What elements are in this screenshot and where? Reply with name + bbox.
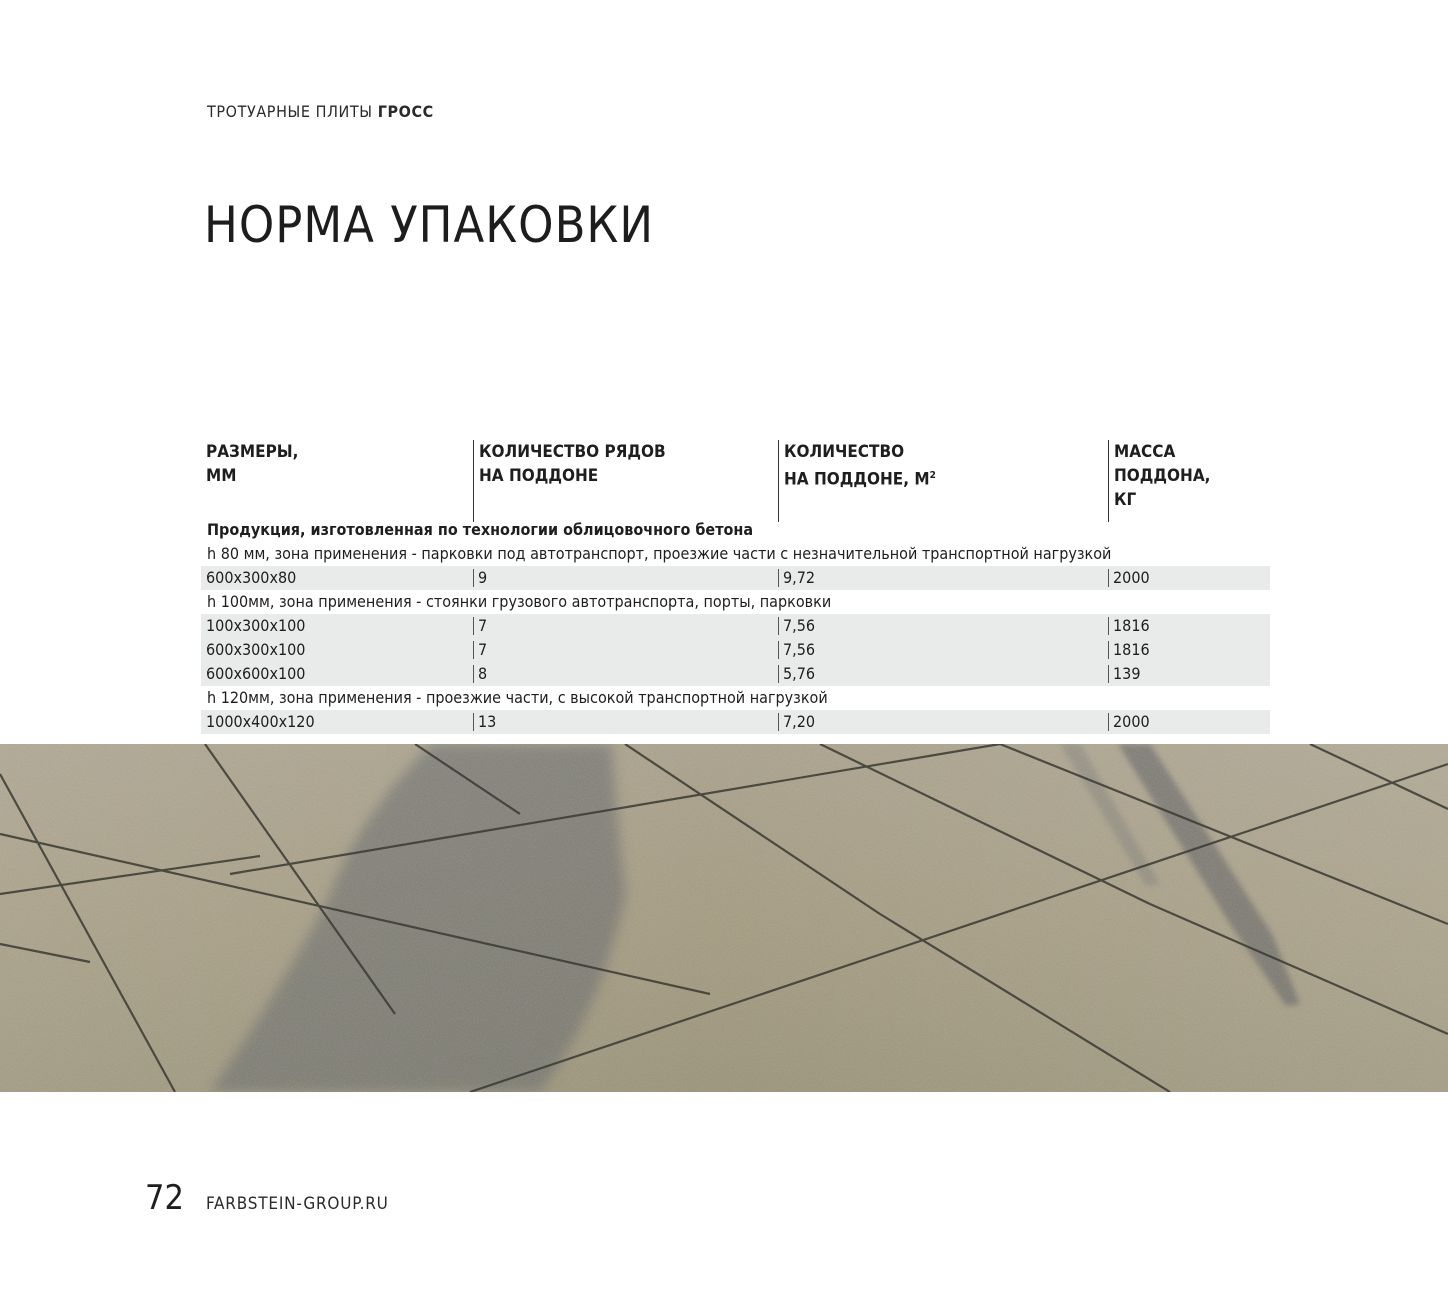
header-size: РАЗМЕРЫ, ММ	[206, 442, 299, 486]
table-row	[201, 566, 1270, 590]
cell-size: 1000x400x120	[206, 712, 315, 731]
cell-mass: 139	[1108, 662, 1270, 686]
kicker-product: ГРОСС	[377, 102, 434, 121]
cell-mass: 1816	[1108, 614, 1270, 638]
table-row	[201, 614, 1270, 638]
table-row	[201, 638, 1270, 662]
table-row	[201, 710, 1270, 734]
page-title: НОРМА УПАКОВКИ	[204, 196, 655, 254]
cell-rows: 9	[473, 566, 778, 590]
cell-mass: 2000	[1108, 566, 1270, 590]
header-qty-text: КОЛИЧЕСТВО НА ПОДДОНЕ, М	[784, 442, 930, 490]
header-mass: МАССА ПОДДОНА, КГ	[1108, 440, 1270, 522]
cell-size: 100x300x100	[206, 616, 306, 635]
kicker-prefix: ТРОТУАРНЫЕ ПЛИТЫ	[207, 102, 373, 121]
cell-rows: 7	[473, 638, 778, 662]
packing-table	[201, 440, 1270, 734]
section-title: Продукция, изготовленная по технологии облицовочного бетона	[207, 520, 754, 539]
cell-mass: 1816	[1108, 638, 1270, 662]
table-row	[201, 662, 1270, 686]
header-rows: КОЛИЧЕСТВО РЯДОВ НА ПОДДОНЕ	[473, 440, 778, 522]
cell-qty: 7,56	[778, 638, 1108, 662]
header-qty	[778, 440, 1108, 522]
paving-tiles-photo	[0, 744, 1448, 1092]
cell-mass: 2000	[1108, 710, 1270, 734]
cell-size: 600x300x100	[206, 640, 306, 659]
group-title-120: h 120мм, зона применения - проезжие части, с высокой транспортной нагрузкой	[207, 688, 828, 707]
cell-qty: 5,76	[778, 662, 1108, 686]
cell-rows: 7	[473, 614, 778, 638]
grain-texture	[0, 744, 1448, 1092]
group-title-100: h 100мм, зона применения - стоянки грузового автотранспорта, порты, парковки	[207, 592, 832, 611]
cell-qty: 7,20	[778, 710, 1108, 734]
page-number: 72	[145, 1178, 184, 1218]
cell-qty: 9,72	[778, 566, 1108, 590]
cell-qty: 7,56	[778, 614, 1108, 638]
table-header	[201, 440, 1270, 522]
site-url: FARBSTEIN-GROUP.RU	[206, 1194, 389, 1214]
section-kicker	[207, 102, 434, 121]
header-qty-sup: 2	[929, 470, 936, 481]
group-title-80: h 80 мм, зона применения - парковки под автотранспорт, проезжие части с незначительной транспортной нагрузкой	[207, 544, 1112, 563]
cell-size: 600x300x80	[206, 568, 297, 587]
cell-rows: 8	[473, 662, 778, 686]
cell-rows: 13	[473, 710, 778, 734]
cell-size: 600x600x100	[206, 664, 306, 683]
